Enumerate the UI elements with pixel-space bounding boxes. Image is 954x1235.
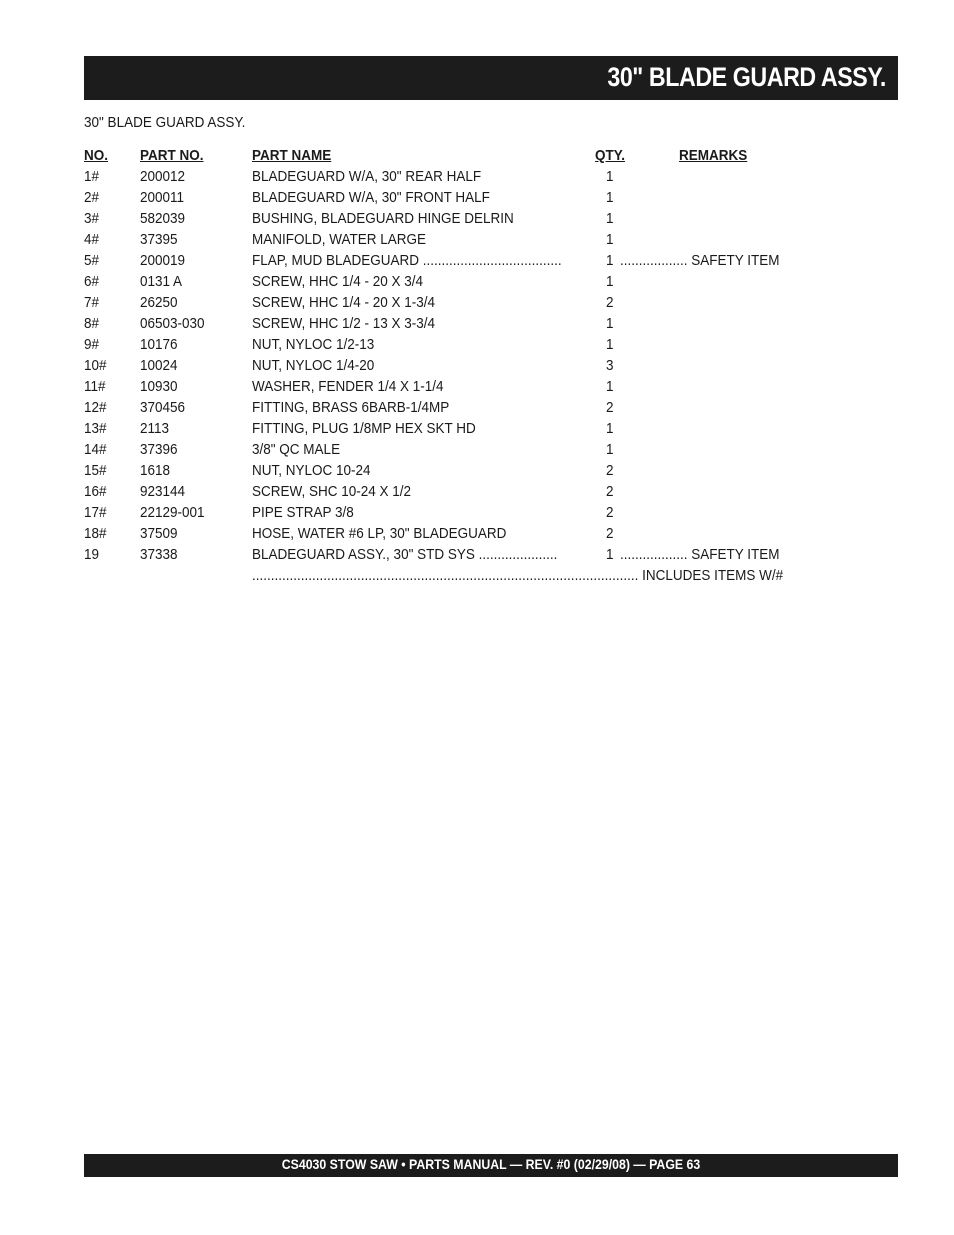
- cell-no: 19: [84, 546, 100, 563]
- cell-no: 12#: [84, 399, 107, 416]
- cell-part-name: NUT, NYLOC 1/2-13: [252, 336, 375, 353]
- cell-no: 4#: [84, 231, 100, 248]
- cell-no: 5#: [84, 252, 100, 269]
- cell-part-name: NUT, NYLOC 10-24: [252, 462, 371, 479]
- cell-part-no: 10930: [140, 378, 178, 395]
- table-row: [84, 418, 884, 439]
- col-header-part-no: PART NO.: [140, 147, 204, 164]
- cell-part-no: 923144: [140, 483, 186, 500]
- cell-qty: 1: [606, 336, 614, 353]
- cell-part-no: 200019: [140, 252, 186, 269]
- cell-part-name: MANIFOLD, WATER LARGE: [252, 231, 427, 248]
- cell-part-no: 0131 A: [140, 273, 183, 290]
- cell-part-name: SCREW, HHC 1/2 - 13 X 3-3/4: [252, 315, 436, 332]
- col-header-part-name: PART NAME: [252, 147, 332, 164]
- cell-part-name: SCREW, SHC 10-24 X 1/2: [252, 483, 412, 500]
- table-row: [84, 292, 884, 313]
- table-header-row: [84, 145, 884, 166]
- table-row: [84, 313, 884, 334]
- section-subtitle: 30" BLADE GUARD ASSY.: [84, 114, 246, 131]
- cell-part-name: PIPE STRAP 3/8: [252, 504, 354, 521]
- cell-part-no: 37509: [140, 525, 178, 542]
- page-header-bar: [84, 56, 898, 100]
- cell-no: 13#: [84, 420, 107, 437]
- cell-part-no: 200011: [140, 189, 185, 206]
- cell-part-no: 26250: [140, 294, 178, 311]
- cell-qty: 1: [606, 441, 614, 458]
- cell-part-no: 37338: [140, 546, 178, 563]
- cell-no: 16#: [84, 483, 107, 500]
- cell-qty: 1: [606, 378, 614, 395]
- cell-no: 15#: [84, 462, 107, 479]
- cell-no: 2#: [84, 189, 100, 206]
- cell-qty: 2: [606, 504, 614, 521]
- cell-qty: 1: [606, 231, 614, 248]
- parts-table: [84, 145, 884, 586]
- cell-qty: 1: [606, 420, 614, 437]
- cell-qty: 1: [606, 210, 614, 227]
- table-row: [84, 502, 884, 523]
- table-row: [84, 271, 884, 292]
- table-row: [84, 397, 884, 418]
- cell-part-no: 200012: [140, 168, 186, 185]
- cell-part-no: 37395: [140, 231, 178, 248]
- table-row: [84, 250, 884, 271]
- table-row: [84, 166, 884, 187]
- table-row: [84, 208, 884, 229]
- cell-qty: 3: [606, 357, 614, 374]
- cell-no: 6#: [84, 273, 100, 290]
- cell-qty: 2: [606, 525, 614, 542]
- cell-qty: 2: [606, 462, 614, 479]
- page-footer-bar: [84, 1154, 898, 1177]
- cell-part-no: 582039: [140, 210, 186, 227]
- cell-part-name: WASHER, FENDER 1/4 X 1-1/4: [252, 378, 444, 395]
- table-row: [84, 334, 884, 355]
- table-row: [84, 355, 884, 376]
- cell-part-no: 10176: [140, 336, 178, 353]
- cell-part-name: SCREW, HHC 1/4 - 20 X 1-3/4: [252, 294, 436, 311]
- table-row: [84, 439, 884, 460]
- cell-part-no: 37396: [140, 441, 178, 458]
- table-row: [84, 229, 884, 250]
- cell-no: 18#: [84, 525, 107, 542]
- cell-part-name: FLAP, MUD BLADEGUARD .....................................: [252, 252, 562, 269]
- cell-part-name: FITTING, PLUG 1/8MP HEX SKT HD: [252, 420, 476, 437]
- cell-no: 11#: [84, 378, 106, 395]
- cell-no: 8#: [84, 315, 100, 332]
- cell-part-name: BLADEGUARD W/A, 30" FRONT HALF: [252, 189, 490, 206]
- cell-no: 10#: [84, 357, 107, 374]
- cell-no: 7#: [84, 294, 100, 311]
- col-header-remarks: REMARKS: [679, 147, 748, 164]
- cell-remarks: .................. SAFETY ITEM: [620, 546, 780, 563]
- col-header-qty: QTY.: [595, 147, 626, 164]
- cell-qty: 2: [606, 294, 614, 311]
- cell-qty: 1: [606, 189, 614, 206]
- cell-part-no: 1618: [140, 462, 171, 479]
- cell-part-name: BLADEGUARD W/A, 30" REAR HALF: [252, 168, 482, 185]
- cell-part-name: FITTING, BRASS 6BARB-1/4MP: [252, 399, 450, 416]
- cell-part-no: 06503-030: [140, 315, 205, 332]
- table-row: [84, 187, 884, 208]
- cell-part-no: 10024: [140, 357, 178, 374]
- cell-part-name: BUSHING, BLADEGUARD HINGE DELRIN: [252, 210, 514, 227]
- col-header-no: NO.: [84, 147, 109, 164]
- table-row: [84, 544, 884, 565]
- table-row: [84, 481, 884, 502]
- cell-qty: 1: [606, 546, 614, 563]
- cell-qty: 2: [606, 483, 614, 500]
- cell-qty: 1: [606, 315, 614, 332]
- cell-part-name: 3/8" QC MALE: [252, 441, 341, 458]
- cell-qty: 1: [606, 252, 614, 269]
- cell-part-name: NUT, NYLOC 1/4-20: [252, 357, 375, 374]
- cell-no: 9#: [84, 336, 100, 353]
- continuation-note: ....................................................................................................... INCLUDES ITEMS W/#: [252, 567, 784, 584]
- cell-no: 1#: [84, 168, 100, 185]
- cell-remarks: .................. SAFETY ITEM: [620, 252, 780, 269]
- cell-qty: 1: [606, 168, 614, 185]
- cell-no: 17#: [84, 504, 107, 521]
- cell-part-name: SCREW, HHC 1/4 - 20 X 3/4: [252, 273, 424, 290]
- table-continuation-row: [84, 565, 884, 586]
- footer-text: CS4030 STOW SAW • PARTS MANUAL — REV. #0 (02/29/08) — PAGE 63: [281, 1156, 701, 1172]
- cell-qty: 2: [606, 399, 614, 416]
- page-title: 30" BLADE GUARD ASSY.: [607, 62, 886, 92]
- table-row: [84, 523, 884, 544]
- cell-part-no: 370456: [140, 399, 186, 416]
- cell-part-no: 2113: [140, 420, 170, 437]
- cell-no: 14#: [84, 441, 107, 458]
- cell-part-no: 22129-001: [140, 504, 205, 521]
- table-row: [84, 460, 884, 481]
- cell-part-name: HOSE, WATER #6 LP, 30" BLADEGUARD: [252, 525, 507, 542]
- cell-no: 3#: [84, 210, 100, 227]
- cell-part-name: BLADEGUARD ASSY., 30" STD SYS .....................: [252, 546, 558, 563]
- table-row: [84, 376, 884, 397]
- cell-qty: 1: [606, 273, 614, 290]
- table-body: [84, 166, 884, 565]
